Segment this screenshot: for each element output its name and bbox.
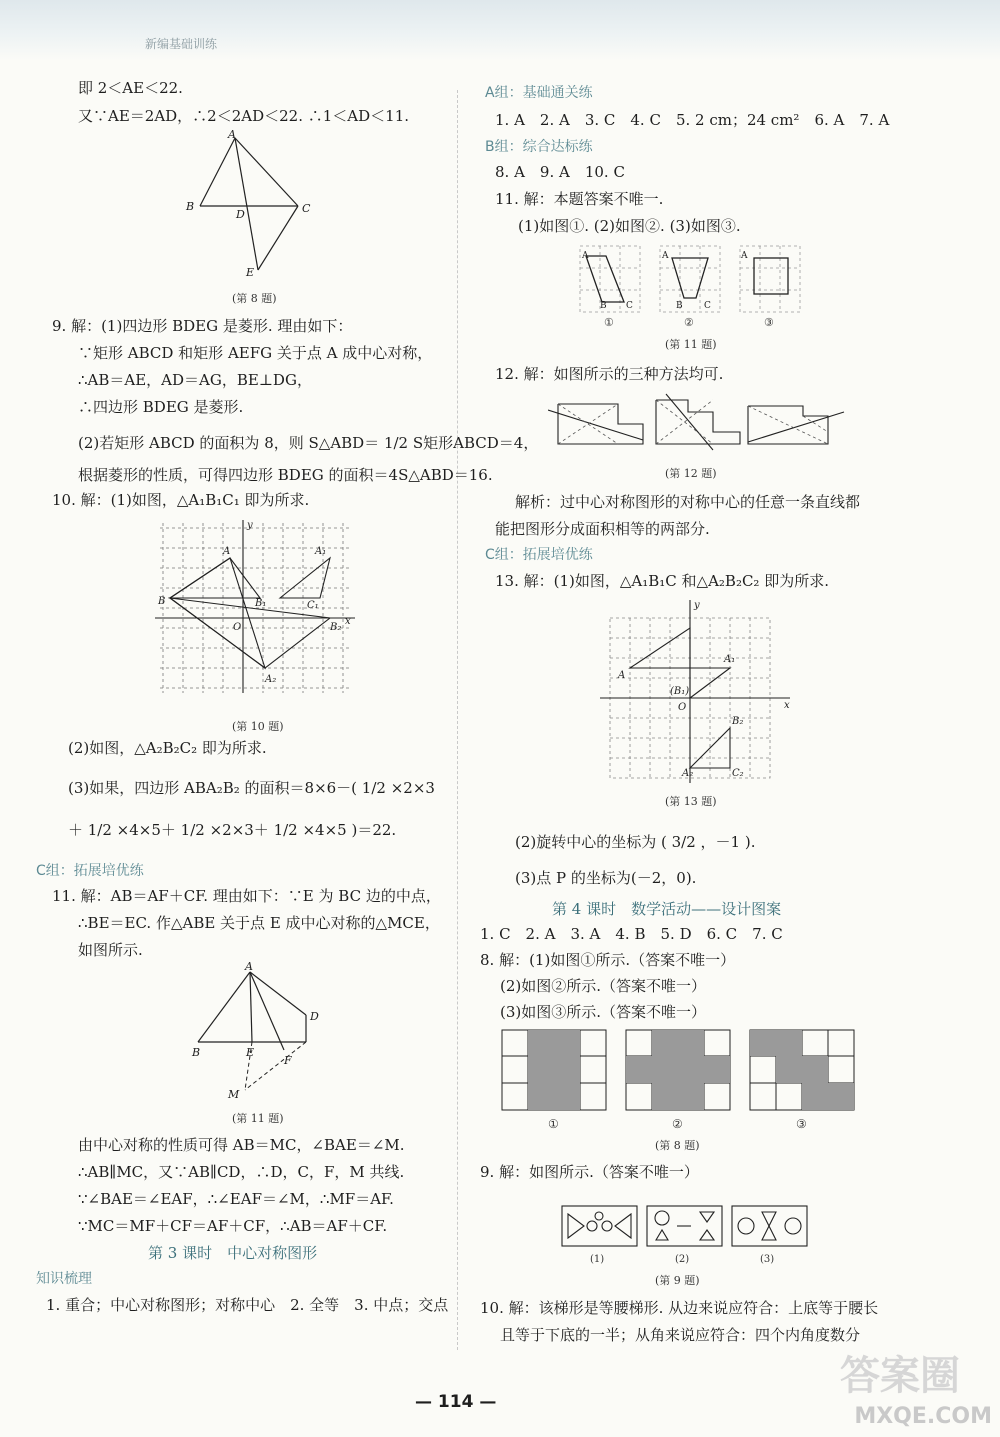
text-line: ∵∠BAE＝∠EAF，∴∠EAF＝∠M，∴MF＝AF. (78, 1190, 394, 1208)
svg-text:M: M (228, 1088, 240, 1100)
text-line: 且等于下底的一半；从角来说应符合：四个内角度数分 (500, 1326, 861, 1344)
text-line: 能把图形分成面积相等的两部分. (495, 520, 710, 538)
text-line: 9. 解：(1)四边形 BDEG 是菱形. 理由如下： (52, 317, 353, 335)
page-number: — 114 — (415, 1392, 497, 1412)
text-line: 由中心对称的性质可得 AB＝MC，∠BAE＝∠M. (78, 1136, 405, 1154)
text-line: ＋ 1/2 ×4×5＋ 1/2 ×2×3＋ 1/2 ×4×5 )＝22. (68, 821, 397, 839)
text-line: 根据菱形的性质，可得四边形 BDEG 的面积＝4S△ABD＝16. (78, 466, 493, 484)
svg-text:B: B (158, 596, 166, 607)
svg-text:A: A (228, 130, 236, 141)
svg-text:C₂: C₂ (732, 768, 744, 779)
text-line: 解析：过中心对称图形的对称中心的任意一条直线都 (515, 493, 861, 511)
svg-text:A: A (741, 251, 748, 261)
fig-label: (3) (760, 1254, 775, 1265)
text-line: (3)点 P 的坐标为(－2，0). (515, 869, 697, 887)
fig-label: ① (604, 316, 614, 329)
group-heading: B组：综合达标练 (485, 139, 593, 155)
text-line: ∵MC＝MF＋CF＝AF＋CF，∴AB＝AF＋CF. (78, 1217, 388, 1235)
figure-caption: (第 8 题) (655, 1139, 700, 1152)
text-line: 12. 解：如图所示的三种方法均可. (495, 365, 724, 383)
text-line: ∴四边形 BDEG 是菱形. (78, 398, 244, 416)
text-line: ∴AB＝AE，AD＝AG，BE⊥DG， (78, 371, 312, 389)
text-line: (2)如图②所示.（答案不唯一） (500, 977, 707, 995)
fig-label: ② (684, 316, 694, 329)
text-line: 即 2＜AE＜22. (78, 79, 183, 97)
svg-text:A: A (662, 251, 669, 261)
group-heading: A组：基础通关练 (485, 85, 593, 101)
svg-text:A: A (245, 960, 253, 973)
text-line: (1)如图①. (2)如图②. (3)如图③. (518, 217, 741, 235)
svg-text:A₁: A₁ (315, 546, 327, 557)
text-line: 11. 解：本题答案不唯一. (495, 190, 664, 208)
svg-text:B₂: B₂ (330, 622, 342, 633)
svg-text:C: C (704, 301, 711, 311)
text-line: 又∵AE＝2AD，∴2＜2AD＜22. ∴1＜AD＜11. (78, 107, 410, 125)
svg-text:C: C (626, 301, 633, 311)
svg-text:A₂: A₂ (265, 674, 277, 685)
figure-q10-grid (155, 518, 360, 698)
fig-label: ③ (764, 316, 774, 329)
svg-text:O: O (678, 702, 687, 713)
svg-text:y: y (247, 520, 253, 531)
figure-caption: (第 11 题) (232, 1112, 284, 1125)
text-line: 1. 重合；中心对称图形；对称中心 2. 全等 3. 中点；交点 (46, 1296, 449, 1314)
text-line: 1. A 2. A 3. C 4. C 5. 2 cm；24 cm² 6. A 7. A (495, 111, 890, 129)
figure-q8-left (180, 130, 330, 280)
group-heading: C组：拓展培优练 (36, 863, 144, 879)
figure-caption: (第 12 题) (665, 467, 717, 480)
svg-text:B₁: B₁ (255, 598, 267, 609)
figure-caption: (第 13 题) (665, 795, 717, 808)
fig-label: (1) (590, 1254, 605, 1265)
svg-text:B: B (600, 301, 607, 311)
group-heading: 知识梳理 (36, 1271, 92, 1287)
text-line: 1. C 2. A 3. A 4. B 5. D 6. C 7. C (480, 925, 783, 943)
svg-text:B: B (192, 1046, 201, 1059)
figure-q13-grid (600, 598, 800, 788)
svg-text:C₁: C₁ (307, 600, 319, 611)
lesson-heading: 第 4 课时 数学活动——设计图案 (552, 900, 782, 918)
text-line: (3)如果，四边形 ABA₂B₂ 的面积＝8×6－( 1/2 ×2×3 (68, 779, 435, 797)
watermark: MXQE.COM (854, 1404, 992, 1429)
figure-caption: (第 9 题) (655, 1274, 700, 1287)
text-line: 11. 解：AB＝AF＋CF. 理由如下：∵E 为 BC 边的中点， (52, 887, 441, 905)
fig-label: (2) (675, 1254, 690, 1265)
svg-text:x: x (784, 700, 790, 711)
svg-text:O: O (233, 622, 242, 633)
fig-label: ③ (796, 1117, 807, 1131)
svg-text:B: B (676, 301, 683, 311)
svg-text:x: x (345, 616, 351, 627)
svg-text:F: F (284, 1054, 292, 1067)
figure-q9-right (560, 1200, 820, 1270)
svg-text:A₂: A₂ (682, 768, 694, 779)
figure-q11-left (180, 960, 340, 1100)
svg-text:A: A (582, 251, 589, 261)
svg-text:A: A (618, 670, 626, 681)
svg-text:y: y (694, 600, 700, 611)
svg-text:C: C (302, 202, 311, 215)
text-line: 13. 解：(1)如图，△A₁B₁C 和△A₂B₂C₂ 即为所求. (495, 572, 829, 590)
text-line: 8. A 9. A 10. C (495, 163, 625, 181)
lesson-heading: 第 3 课时 中心对称图形 (148, 1244, 318, 1262)
header-title: 新编基础训练 (145, 37, 218, 51)
figure-caption: (第 8 题) (232, 292, 277, 305)
text-line: (2)如图，△A₂B₂C₂ 即为所求. (68, 739, 267, 757)
watermark-logo: 答案圈 (840, 1353, 960, 1399)
svg-text:(B₁): (B₁) (670, 686, 690, 697)
fig-label: ② (672, 1117, 683, 1131)
text-line: (3)如图③所示.（答案不唯一） (500, 1003, 707, 1021)
svg-text:B: B (186, 200, 195, 213)
text-line: 9. 解：如图所示.（答案不唯一） (480, 1163, 699, 1181)
figure-q11-right (578, 244, 803, 329)
fig-label: ① (548, 1117, 559, 1131)
text-line: 10. 解：(1)如图，△A₁B₁C₁ 即为所求. (52, 491, 310, 509)
text-line: (2)若矩形 ABCD 的面积为 8，则 S△ABD＝ 1/2 S矩形ABCD＝4， (78, 434, 539, 452)
svg-text:E: E (246, 266, 255, 279)
svg-text:D: D (236, 208, 245, 221)
svg-text:A: A (223, 546, 231, 557)
column-divider (457, 90, 458, 1350)
group-heading: C组：拓展培优练 (485, 547, 593, 563)
figure-caption: (第 11 题) (665, 338, 717, 351)
figure-q8-right (500, 1028, 860, 1136)
svg-text:D: D (310, 1010, 319, 1023)
svg-text:E: E (246, 1046, 255, 1059)
text-line: ∵矩形 ABCD 和矩形 AEFG 关于点 A 成中心对称， (78, 344, 433, 362)
svg-text:B₂: B₂ (732, 716, 744, 727)
svg-text:A₁: A₁ (724, 654, 736, 665)
text-line: 8. 解：(1)如图①所示.（答案不唯一） (480, 951, 736, 969)
text-line: ∴BE＝EC. 作△ABE 关于点 E 成中心对称的△MCE， (78, 914, 440, 932)
figure-caption: (第 10 题) (232, 720, 284, 733)
text-line: (2)旋转中心的坐标为 ( 3/2 ，－1 ). (515, 833, 756, 851)
text-line: ∴AB∥MC，又∵AB∥CD，∴D，C，F，M 共线. (78, 1163, 405, 1181)
figure-q12 (548, 392, 848, 452)
text-line: 10. 解：该梯形是等腰梯形. 从边来说应符合：上底等于腰长 (480, 1299, 879, 1317)
text-line: 如图所示. (78, 941, 143, 959)
